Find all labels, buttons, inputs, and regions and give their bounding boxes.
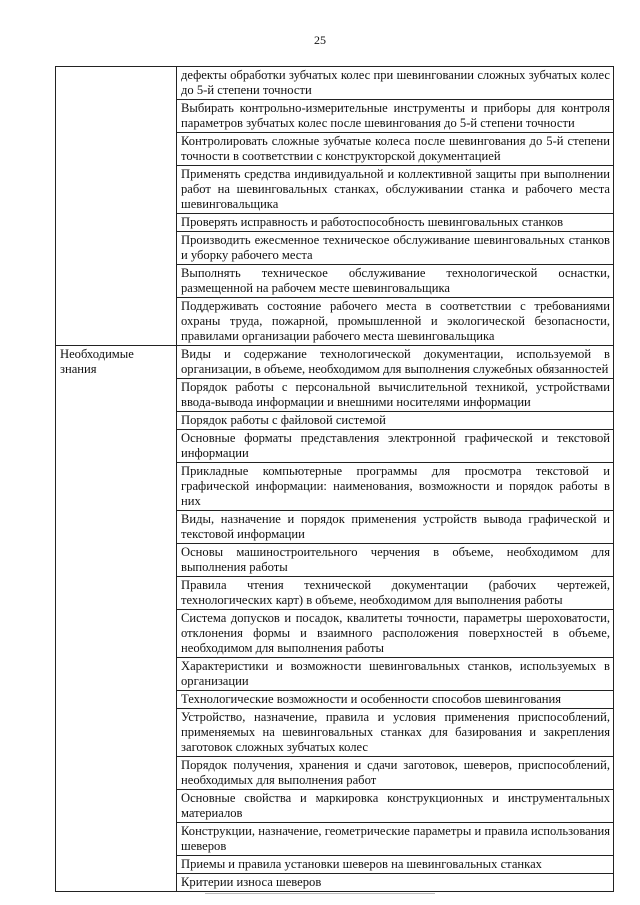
table-cell: Виды, назначение и порядок применения устройств вывода графической и текстовой информации bbox=[177, 511, 614, 544]
table-cell: Контролировать сложные зубчатые колеса после шевингования до 5-й степени точности в соответствии с конструкторской документацией bbox=[177, 133, 614, 166]
table-cell: Применять средства индивидуальной и коллективной защиты при выполнении работ на шевинговальных станках, обслуживании станка и рабочего места шевинговальщика bbox=[177, 166, 614, 214]
table-row bbox=[56, 346, 614, 379]
table-cell: Порядок получения, хранения и сдачи заготовок, шеверов, приспособлений, необходимых для выполнения работ bbox=[177, 757, 614, 790]
table-cell: Конструкции, назначение, геометрические параметры и правила использования шеверов bbox=[177, 823, 614, 856]
knowledge-label-line1: Необходимые bbox=[60, 347, 134, 361]
table-cell: Выполнять техническое обслуживание технологической оснастки, размещенной на рабочем месте шевинговальщика bbox=[177, 265, 614, 298]
table-cell: дефекты обработки зубчатых колес при шевинговании сложных зубчатых колес до 5-й степени точности bbox=[177, 67, 614, 100]
skills-label-cell bbox=[56, 67, 177, 346]
table-cell: Производить ежесменное техническое обслуживание шевинговальных станков и уборку рабочего места bbox=[177, 232, 614, 265]
knowledge-label-cell bbox=[56, 346, 177, 892]
requirements-table bbox=[55, 66, 614, 892]
table-cell: Виды и содержание технологической документации, используемой в организации, в объеме, необходимом для выполнения служебных обязанностей bbox=[177, 346, 614, 379]
table-cell: Система допусков и посадок, квалитеты точности, параметры шероховатости, отклонения формы и взаимного расположения поверхностей в объеме, необходимом для выполнения работы bbox=[177, 610, 614, 658]
table-cell: Приемы и правила установки шеверов на шевинговальных станках bbox=[177, 856, 614, 874]
table-cell: Выбирать контрольно-измерительные инструменты и приборы для контроля параметров зубчатых колес после шевингования до 5-й степени точности bbox=[177, 100, 614, 133]
table-cell: Правила чтения технической документации (рабочих чертежей, технологических карт) в объеме, необходимом для выполнения работы bbox=[177, 577, 614, 610]
table-row bbox=[56, 67, 614, 100]
table-cell: Порядок работы с персональной вычислительной техникой, устройствами ввода-вывода информации и внешними носителями информации bbox=[177, 379, 614, 412]
table-cell: Критерии износа шеверов bbox=[177, 874, 614, 892]
bottom-rule bbox=[205, 893, 435, 894]
table-cell: Порядок работы с файловой системой bbox=[177, 412, 614, 430]
table-cell: Прикладные компьютерные программы для просмотра текстовой и графической информации: наименования, возможности и порядок работы в них bbox=[177, 463, 614, 511]
page-number: 25 bbox=[314, 33, 326, 47]
table-cell: Устройство, назначение, правила и условия применения приспособлений, применяемых на шевинговальных станках для базирования и закрепления заготовок сложных зубчатых колес bbox=[177, 709, 614, 757]
table-cell: Основы машиностроительного черчения в объеме, необходимом для выполнения работы bbox=[177, 544, 614, 577]
table-cell: Технологические возможности и особенности способов шевингования bbox=[177, 691, 614, 709]
table-cell: Характеристики и возможности шевинговальных станков, используемых в организации bbox=[177, 658, 614, 691]
knowledge-label-line2: знания bbox=[60, 362, 97, 376]
table-cell: Поддерживать состояние рабочего места в соответствии с требованиями охраны труда, пожарной, промышленной и экологической безопасности, правилами организации рабочего места шевинговальщика bbox=[177, 298, 614, 346]
table-cell: Основные форматы представления электронной графической и текстовой информации bbox=[177, 430, 614, 463]
table-cell: Проверять исправность и работоспособность шевинговальных станков bbox=[177, 214, 614, 232]
table-cell: Основные свойства и маркировка конструкционных и инструментальных материалов bbox=[177, 790, 614, 823]
